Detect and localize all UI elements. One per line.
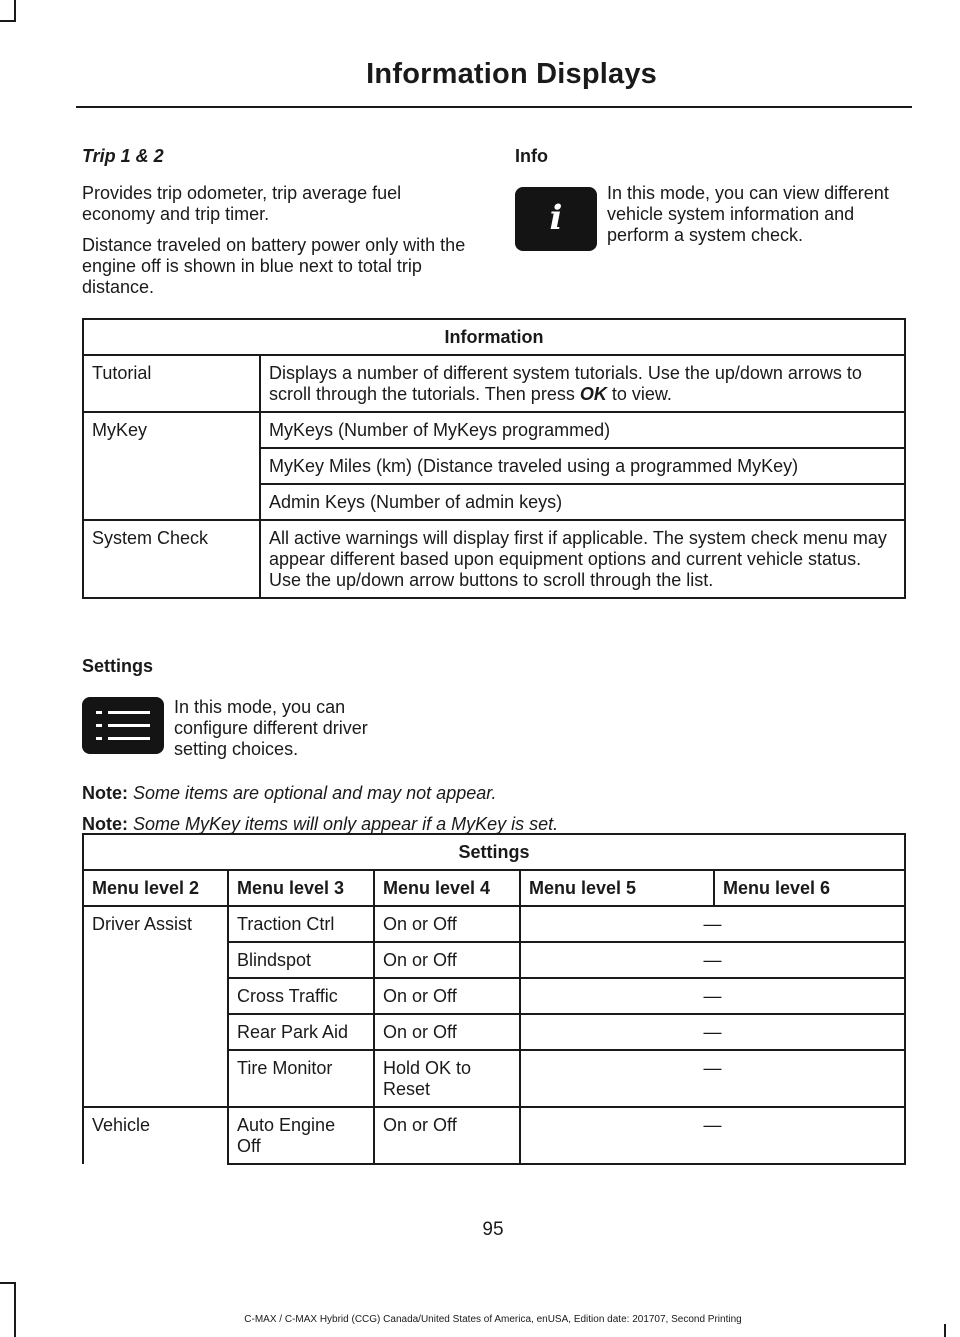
mykey-row-3: Admin Keys (Number of admin keys) bbox=[260, 484, 905, 520]
tutorial-desc-text: Displays a number of different system tutorials. Use the up/down arrows to scroll through the tutorials. Then press bbox=[269, 363, 862, 404]
menu-level-4-cell: On or Off bbox=[374, 978, 520, 1014]
mykey-row-1: MyKeys (Number of MyKeys programmed) bbox=[260, 412, 905, 448]
trip-heading: Trip 1 & 2 bbox=[82, 146, 164, 166]
crop-mark bbox=[0, 20, 16, 22]
menu-level-4-cell: On or Off bbox=[374, 1014, 520, 1050]
header-rule bbox=[76, 106, 912, 108]
menu-level-3-cell: Auto Engine Off bbox=[228, 1107, 374, 1164]
list-menu-icon-bullet bbox=[96, 724, 102, 727]
list-menu-icon-line bbox=[108, 737, 150, 740]
page-number: 95 bbox=[482, 1219, 504, 1240]
settings-heading: Settings bbox=[82, 656, 154, 676]
table-row bbox=[83, 942, 905, 978]
note-text: Some items are optional and may not appear. bbox=[133, 783, 497, 803]
info-section bbox=[515, 146, 905, 257]
vehicle-label: Vehicle bbox=[83, 1107, 228, 1164]
list-menu-icon-bullet bbox=[96, 711, 102, 714]
info-icon-glyph: i bbox=[549, 198, 563, 238]
info-icon bbox=[515, 187, 597, 251]
menu-level-3-cell: Cross Traffic bbox=[228, 978, 374, 1014]
list-menu-icon-line bbox=[108, 724, 150, 727]
settings-table bbox=[82, 833, 906, 1165]
column-header: Menu level 6 bbox=[714, 870, 905, 906]
list-menu-icon-line bbox=[108, 711, 150, 714]
table-header-row bbox=[83, 870, 905, 906]
menu-level-4-cell: On or Off bbox=[374, 906, 520, 942]
settings-para: In this mode, you can configure different driver setting choices. bbox=[174, 697, 368, 759]
table-row bbox=[83, 520, 905, 598]
page-title: Information Displays bbox=[366, 58, 657, 90]
tutorial-desc-text-end: to view. bbox=[606, 384, 672, 404]
menu-level-4-cell: On or Off bbox=[374, 1107, 520, 1164]
table-row bbox=[83, 906, 905, 942]
info-para: In this mode, you can view different vehicle system information and perform a system check. bbox=[607, 183, 889, 245]
mykey-label: MyKey bbox=[83, 412, 260, 448]
system-check-label: System Check bbox=[83, 520, 260, 598]
mykey-row-2: MyKey Miles (km) (Distance traveled using a programmed MyKey) bbox=[260, 448, 905, 484]
table-row bbox=[83, 355, 905, 412]
menu-level-5-cell: — bbox=[520, 942, 905, 978]
list-menu-icon bbox=[82, 697, 164, 754]
settings-section bbox=[82, 656, 912, 844]
driver-assist-spacer bbox=[83, 1050, 228, 1107]
menu-level-3-cell: Rear Park Aid bbox=[228, 1014, 374, 1050]
trip-para-2: Distance traveled on battery power only with the engine off is shown in blue next to total trip distance. bbox=[82, 235, 466, 297]
note-2 bbox=[82, 813, 912, 835]
column-header: Menu level 2 bbox=[83, 870, 228, 906]
menu-level-3-cell: Tire Monitor bbox=[228, 1050, 374, 1107]
information-table bbox=[82, 318, 906, 599]
menu-level-5-cell: — bbox=[520, 978, 905, 1014]
table-row bbox=[83, 1014, 905, 1050]
mykey-label-spacer bbox=[83, 484, 260, 520]
trip-section bbox=[82, 146, 467, 308]
menu-level-4-cell: Hold OK to Reset bbox=[374, 1050, 520, 1107]
column-header: Menu level 5 bbox=[520, 870, 714, 906]
menu-level-5-cell: — bbox=[520, 1050, 905, 1107]
menu-level-5-cell: — bbox=[520, 1107, 905, 1164]
crop-mark bbox=[14, 1282, 16, 1337]
column-header: Menu level 3 bbox=[228, 870, 374, 906]
note-text: Some MyKey items will only appear if a MyKey is set. bbox=[133, 814, 559, 834]
note-1 bbox=[82, 782, 912, 804]
crop-mark bbox=[14, 0, 16, 22]
table-row bbox=[83, 978, 905, 1014]
table-row bbox=[83, 448, 905, 484]
table-row bbox=[83, 484, 905, 520]
column-header: Menu level 4 bbox=[374, 870, 520, 906]
note-label: Note: bbox=[82, 814, 128, 834]
menu-level-4-cell: On or Off bbox=[374, 942, 520, 978]
list-menu-icon-bullet bbox=[96, 737, 102, 740]
table-row bbox=[83, 412, 905, 448]
ok-key-label: OK bbox=[579, 384, 607, 404]
settings-table-caption: Settings bbox=[83, 834, 905, 870]
system-check-desc: All active warnings will display first if applicable. The system check menu may appear different based upon equipment options and current vehicle status. Use the up/down arrow buttons to scroll through the list. bbox=[260, 520, 905, 598]
menu-level-5-cell: — bbox=[520, 906, 905, 942]
driver-assist-label: Driver Assist bbox=[83, 906, 228, 942]
crop-mark bbox=[944, 1324, 946, 1337]
information-table-caption: Information bbox=[83, 319, 905, 355]
driver-assist-spacer bbox=[83, 942, 228, 978]
driver-assist-spacer bbox=[83, 978, 228, 1014]
crop-mark bbox=[0, 1282, 16, 1284]
driver-assist-spacer bbox=[83, 1014, 228, 1050]
tutorial-desc bbox=[260, 355, 905, 412]
note-label: Note: bbox=[82, 783, 128, 803]
menu-level-3-cell: Blindspot bbox=[228, 942, 374, 978]
trip-para-1: Provides trip odometer, trip average fuel economy and trip timer. bbox=[82, 183, 402, 224]
tutorial-label: Tutorial bbox=[83, 355, 260, 412]
table-row bbox=[83, 1050, 905, 1107]
table-row bbox=[83, 1107, 905, 1164]
mykey-label-spacer bbox=[83, 448, 260, 484]
footer-edition: C-MAX / C-MAX Hybrid (CCG) Canada/United States of America, enUSA, Edition date: 201707, Second Printing bbox=[244, 1314, 742, 1325]
info-heading: Info bbox=[515, 146, 548, 166]
menu-level-3-cell: Traction Ctrl bbox=[228, 906, 374, 942]
menu-level-5-cell: — bbox=[520, 1014, 905, 1050]
